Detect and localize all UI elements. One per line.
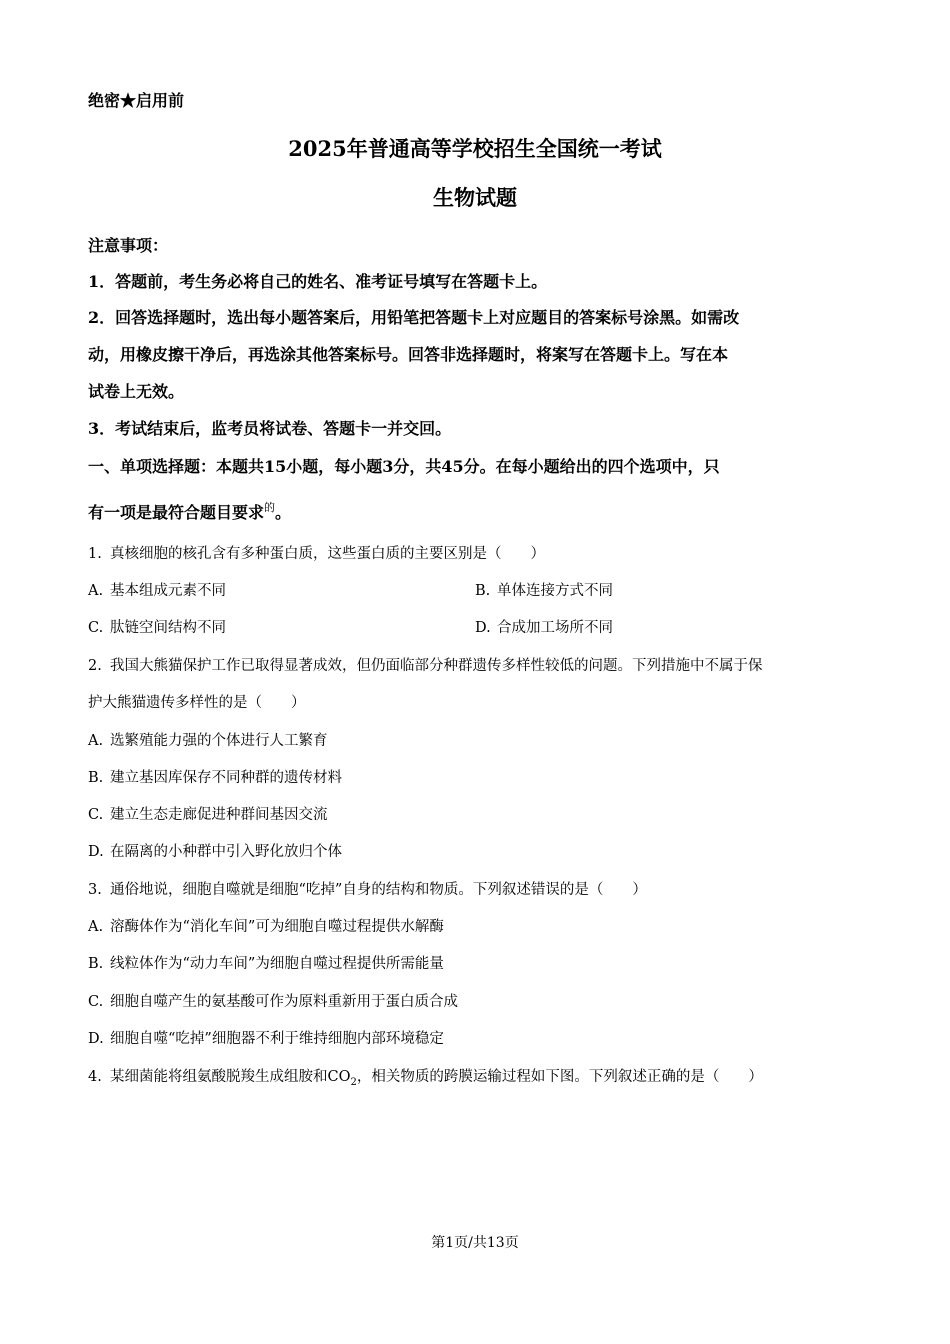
- question-2-stem-line-1: [88, 654, 763, 675]
- question-text: 我国大熊猫保护工作已取得显著成效，但仍面临部分种群遗传多样性较低的问题。下列措施中不属于保: [110, 658, 763, 674]
- question-2-option-d[interactable]: [88, 840, 342, 861]
- question-text: 真核细胞的核孔含有多种蛋白质，这些蛋白质的主要区别是（ ）: [110, 546, 545, 562]
- option-text: 选繁殖能力强的个体进行人工繁育: [110, 733, 328, 749]
- option-label: A.: [88, 583, 104, 599]
- option-text: 细胞自噬“吃掉”细胞器不利于维持细胞内部环境稳定: [110, 1031, 444, 1047]
- question-3-stem: [88, 878, 647, 899]
- question-number: 3.: [88, 882, 102, 898]
- question-2-option-b[interactable]: [88, 766, 342, 787]
- option-label: B.: [475, 583, 491, 599]
- option-label: C.: [88, 807, 104, 823]
- question-1-option-c[interactable]: [88, 616, 226, 637]
- secret-label: 绝密★启用前: [88, 91, 185, 110]
- section-1-heading-line-2: [88, 500, 291, 523]
- notice-item-2-line-1: 2．回答选择题时，选出每小题答案后，用铅笔把答题卡上对应题目的答案标号涂黑。如需改: [88, 308, 740, 327]
- question-4-stem: [88, 1065, 763, 1088]
- question-number: 2.: [88, 658, 102, 674]
- option-label: D.: [475, 620, 491, 636]
- option-label: C.: [88, 620, 104, 636]
- question-text-before: 某细菌能将组氨酸脱羧生成组胺和CO: [110, 1069, 351, 1085]
- subscript: 2: [350, 1076, 357, 1088]
- section-1-heading-end: 。: [275, 503, 292, 522]
- question-number: 4.: [88, 1069, 102, 1085]
- section-1-heading-main: 有一项是最符合题目要求: [88, 503, 265, 522]
- notice-item-3: 3．考试结束后，监考员将试卷、答题卡一并交回。: [88, 419, 452, 438]
- question-1-option-b[interactable]: [475, 579, 613, 600]
- option-text: 合成加工场所不同: [497, 620, 613, 636]
- notice-item-1: 1．答题前，考生务必将自己的姓名、准考证号填写在答题卡上。: [88, 272, 548, 291]
- option-text: 单体连接方式不同: [497, 583, 613, 599]
- option-text: 在隔离的小种群中引入野化放归个体: [110, 844, 342, 860]
- option-text: 溶酶体作为“消化车间”可为细胞自噬过程提供水解酶: [110, 919, 444, 935]
- exam-title: 2025年普通高等学校招生全国统一考试: [288, 136, 662, 161]
- option-text: 细胞自噬产生的氨基酸可作为原料重新用于蛋白质合成: [110, 994, 458, 1010]
- notice-heading: 注意事项：: [88, 236, 169, 255]
- option-text: 肽链空间结构不同: [110, 620, 226, 636]
- option-label: B.: [88, 956, 104, 972]
- notice-item-2-line-2: 动，用橡皮擦干净后，再选涂其他答案标号。回答非选择题时，将案写在答题卡上。写在本: [88, 345, 729, 364]
- subject-title: 生物试题: [433, 185, 517, 210]
- question-1-option-d[interactable]: [475, 616, 613, 637]
- option-label: B.: [88, 770, 104, 786]
- question-3-option-d[interactable]: [88, 1027, 444, 1048]
- question-1-stem: [88, 542, 545, 563]
- option-text: 建立生态走廊促进种群间基因交流: [110, 807, 328, 823]
- question-text: 通俗地说，细胞自噬就是细胞“吃掉”自身的结构和物质。下列叙述错误的是（ ）: [110, 882, 647, 898]
- page-footer: 第1页/共13页: [431, 1235, 519, 1251]
- question-2-option-a[interactable]: [88, 729, 328, 750]
- option-label: C.: [88, 994, 104, 1010]
- question-3-option-c[interactable]: [88, 990, 458, 1011]
- question-number: 1.: [88, 546, 102, 562]
- option-text: 基本组成元素不同: [110, 583, 226, 599]
- section-1-heading-line-1: 一、单项选择题：本题共15小题，每小题3分，共45分。在每小题给出的四个选项中，只: [88, 457, 720, 476]
- section-1-heading-sup: 的: [264, 501, 276, 514]
- option-text: 建立基因库保存不同种群的遗传材料: [110, 770, 342, 786]
- option-label: D.: [88, 844, 104, 860]
- question-3-option-a[interactable]: [88, 915, 444, 936]
- question-2-option-c[interactable]: [88, 803, 328, 824]
- notice-item-2-line-3: 试卷上无效。: [88, 382, 185, 401]
- option-text: 线粒体作为“动力车间”为细胞自噬过程提供所需能量: [110, 956, 444, 972]
- question-2-stem-line-2: 护大熊猫遗传多样性的是（ ）: [88, 695, 306, 711]
- question-3-option-b[interactable]: [88, 952, 444, 973]
- question-text-after: ，相关物质的跨膜运输过程如下图。下列叙述正确的是（ ）: [356, 1069, 763, 1085]
- option-label: A.: [88, 919, 104, 935]
- option-label: A.: [88, 733, 104, 749]
- option-label: D.: [88, 1031, 104, 1047]
- question-1-option-a[interactable]: [88, 579, 226, 600]
